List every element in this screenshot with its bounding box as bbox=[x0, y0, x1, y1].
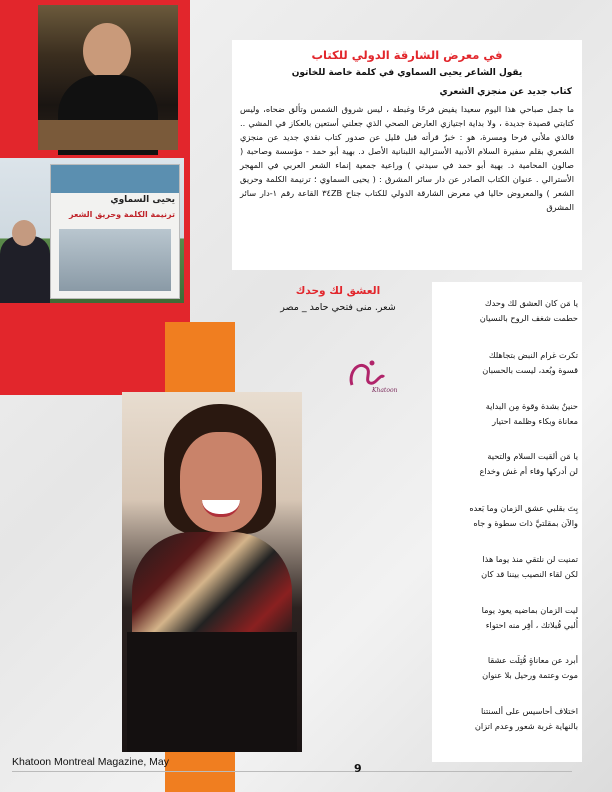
book-title: ترنيمة الكلمة وحريق الشعر bbox=[68, 210, 175, 219]
poem-author: شعر. منى فتحي حامد _ مصر bbox=[280, 302, 396, 313]
poem-stanza bbox=[438, 603, 578, 633]
poet-photo bbox=[38, 5, 178, 148]
poem-title: العشق لك وحدك bbox=[295, 285, 381, 297]
book-photo bbox=[0, 158, 184, 303]
poem-line: قسوة وبُعد، ليست بالحسبان bbox=[482, 365, 578, 375]
poem-stanza bbox=[438, 501, 578, 531]
poem-line: تمنيت لن نلتقي منذ يوما هذا bbox=[482, 554, 578, 564]
poem-line: لكن لقاء النصيب بيننا قد كان bbox=[481, 569, 578, 579]
poem-line: حنينٌ بشدة وقوة مِن البداية bbox=[485, 401, 578, 411]
article-title: في معرض الشارقة الدولي للكتاب bbox=[311, 48, 503, 62]
poem-line: بِتَ بقلبي عشق الزمان وما بَعده bbox=[469, 503, 578, 513]
poem-stanza bbox=[438, 449, 578, 479]
poem-line: حطمت شغف الروح بالنسيان bbox=[479, 313, 578, 323]
book-cover-band bbox=[51, 165, 179, 193]
poem-line: يا مَن ألقيت السلام والتحية bbox=[487, 451, 578, 461]
logo-text: Khatoon bbox=[372, 387, 398, 394]
footer-divider bbox=[12, 771, 572, 772]
poet-head bbox=[83, 23, 131, 79]
poem-line: اختلاف أحاسيس على ألسنتنا bbox=[481, 706, 578, 716]
book-author: يحيى السماوي bbox=[110, 195, 175, 205]
poem-line: لن أدركها وفاء أم غش وخداع bbox=[479, 466, 578, 476]
book-man-figure bbox=[0, 236, 50, 303]
book-cover-picture bbox=[59, 229, 171, 291]
poem-stanza bbox=[438, 399, 578, 429]
article-box bbox=[232, 40, 582, 270]
poem-stanza bbox=[438, 704, 578, 734]
poetess-photo bbox=[122, 392, 302, 752]
article-heading: كتاب جديد عن منجزي الشعري bbox=[439, 87, 572, 97]
poet-table bbox=[38, 120, 178, 150]
poem-line: موت وعتمة ورحيل بلا عنوان bbox=[482, 670, 578, 680]
poem-stanza bbox=[438, 348, 578, 378]
poem-stanza bbox=[438, 552, 578, 582]
khatoon-logo bbox=[342, 355, 398, 395]
footer-magazine-name: Khatoon Montreal Magazine, May bbox=[12, 756, 170, 768]
page-number: 9 bbox=[354, 762, 362, 775]
poem-line: ليت الزمان بماضيه يعود يوما bbox=[481, 605, 578, 615]
book-cover bbox=[50, 164, 180, 299]
poem-line: أُلبي قُبلاتك ، أفِر منه احتواء bbox=[485, 620, 578, 630]
book-man-head bbox=[12, 220, 36, 246]
poem-stanza bbox=[438, 296, 578, 326]
poetess-scarf bbox=[132, 532, 292, 642]
poetess-body bbox=[127, 632, 297, 752]
article-subtitle: يقول الشاعر يحيى السماوي في كلمة خاصة للخاتون bbox=[291, 68, 523, 78]
poetess-face bbox=[180, 432, 262, 532]
poem-line: أبرد عن معاناةٍ قُتِلَت عشقا bbox=[487, 655, 578, 665]
article-body: ما جمل صباحي هذا اليوم سعيدا يفيض فرحًا وغبطة ، ليس شروق الشمس وتألق ضحاه، وليس كتابتي قصيدة جديدة ، ولا بداية اجتيازي العارض الصحي الذي جعلني أستعين بالعكاز في المشي .. فالذي ملأني فرحا ومسرة، هو : خبرٌ قرأته قبل قليل عن صدور كتاب نقدي جديد عن منجزي الشعري بقلم سفيرة السلام الأدبية الأسترالية اللبنانية الأصل د. بهية أبو حمد - مؤسسة وصاحبة ( صالون المحامية د. بهية أبو حمد في سيدني ) وراعية جمعية إنماء الشعر العربي في المهجر الأسترالي . عنوان الكتاب الصادر عن دار سائر المشرق : ( يحيى السماوي ؛ ترنيمة الكلمة وحريق الشعر ) والمعروض حاليا في معرض الشارقة الدولي للكتاب جناح ٣٤ZB القاعة رقم ١-دار سائر المشرق bbox=[240, 104, 574, 212]
poem-line: والآن بمقلتيَّ ذات سطوة و جاه bbox=[473, 518, 578, 528]
poem-line: تكرت غرام النبض بتجاهلك bbox=[488, 350, 578, 360]
poem-line: معاناة وبكاء وظلمة احتيار bbox=[492, 416, 578, 426]
poem-line: يا مَن كان العشق لك وحدك bbox=[484, 298, 578, 308]
poem-line: بالنهاية غربة شعور وعدم اتزان bbox=[474, 721, 578, 731]
poem-stanza bbox=[438, 653, 578, 683]
